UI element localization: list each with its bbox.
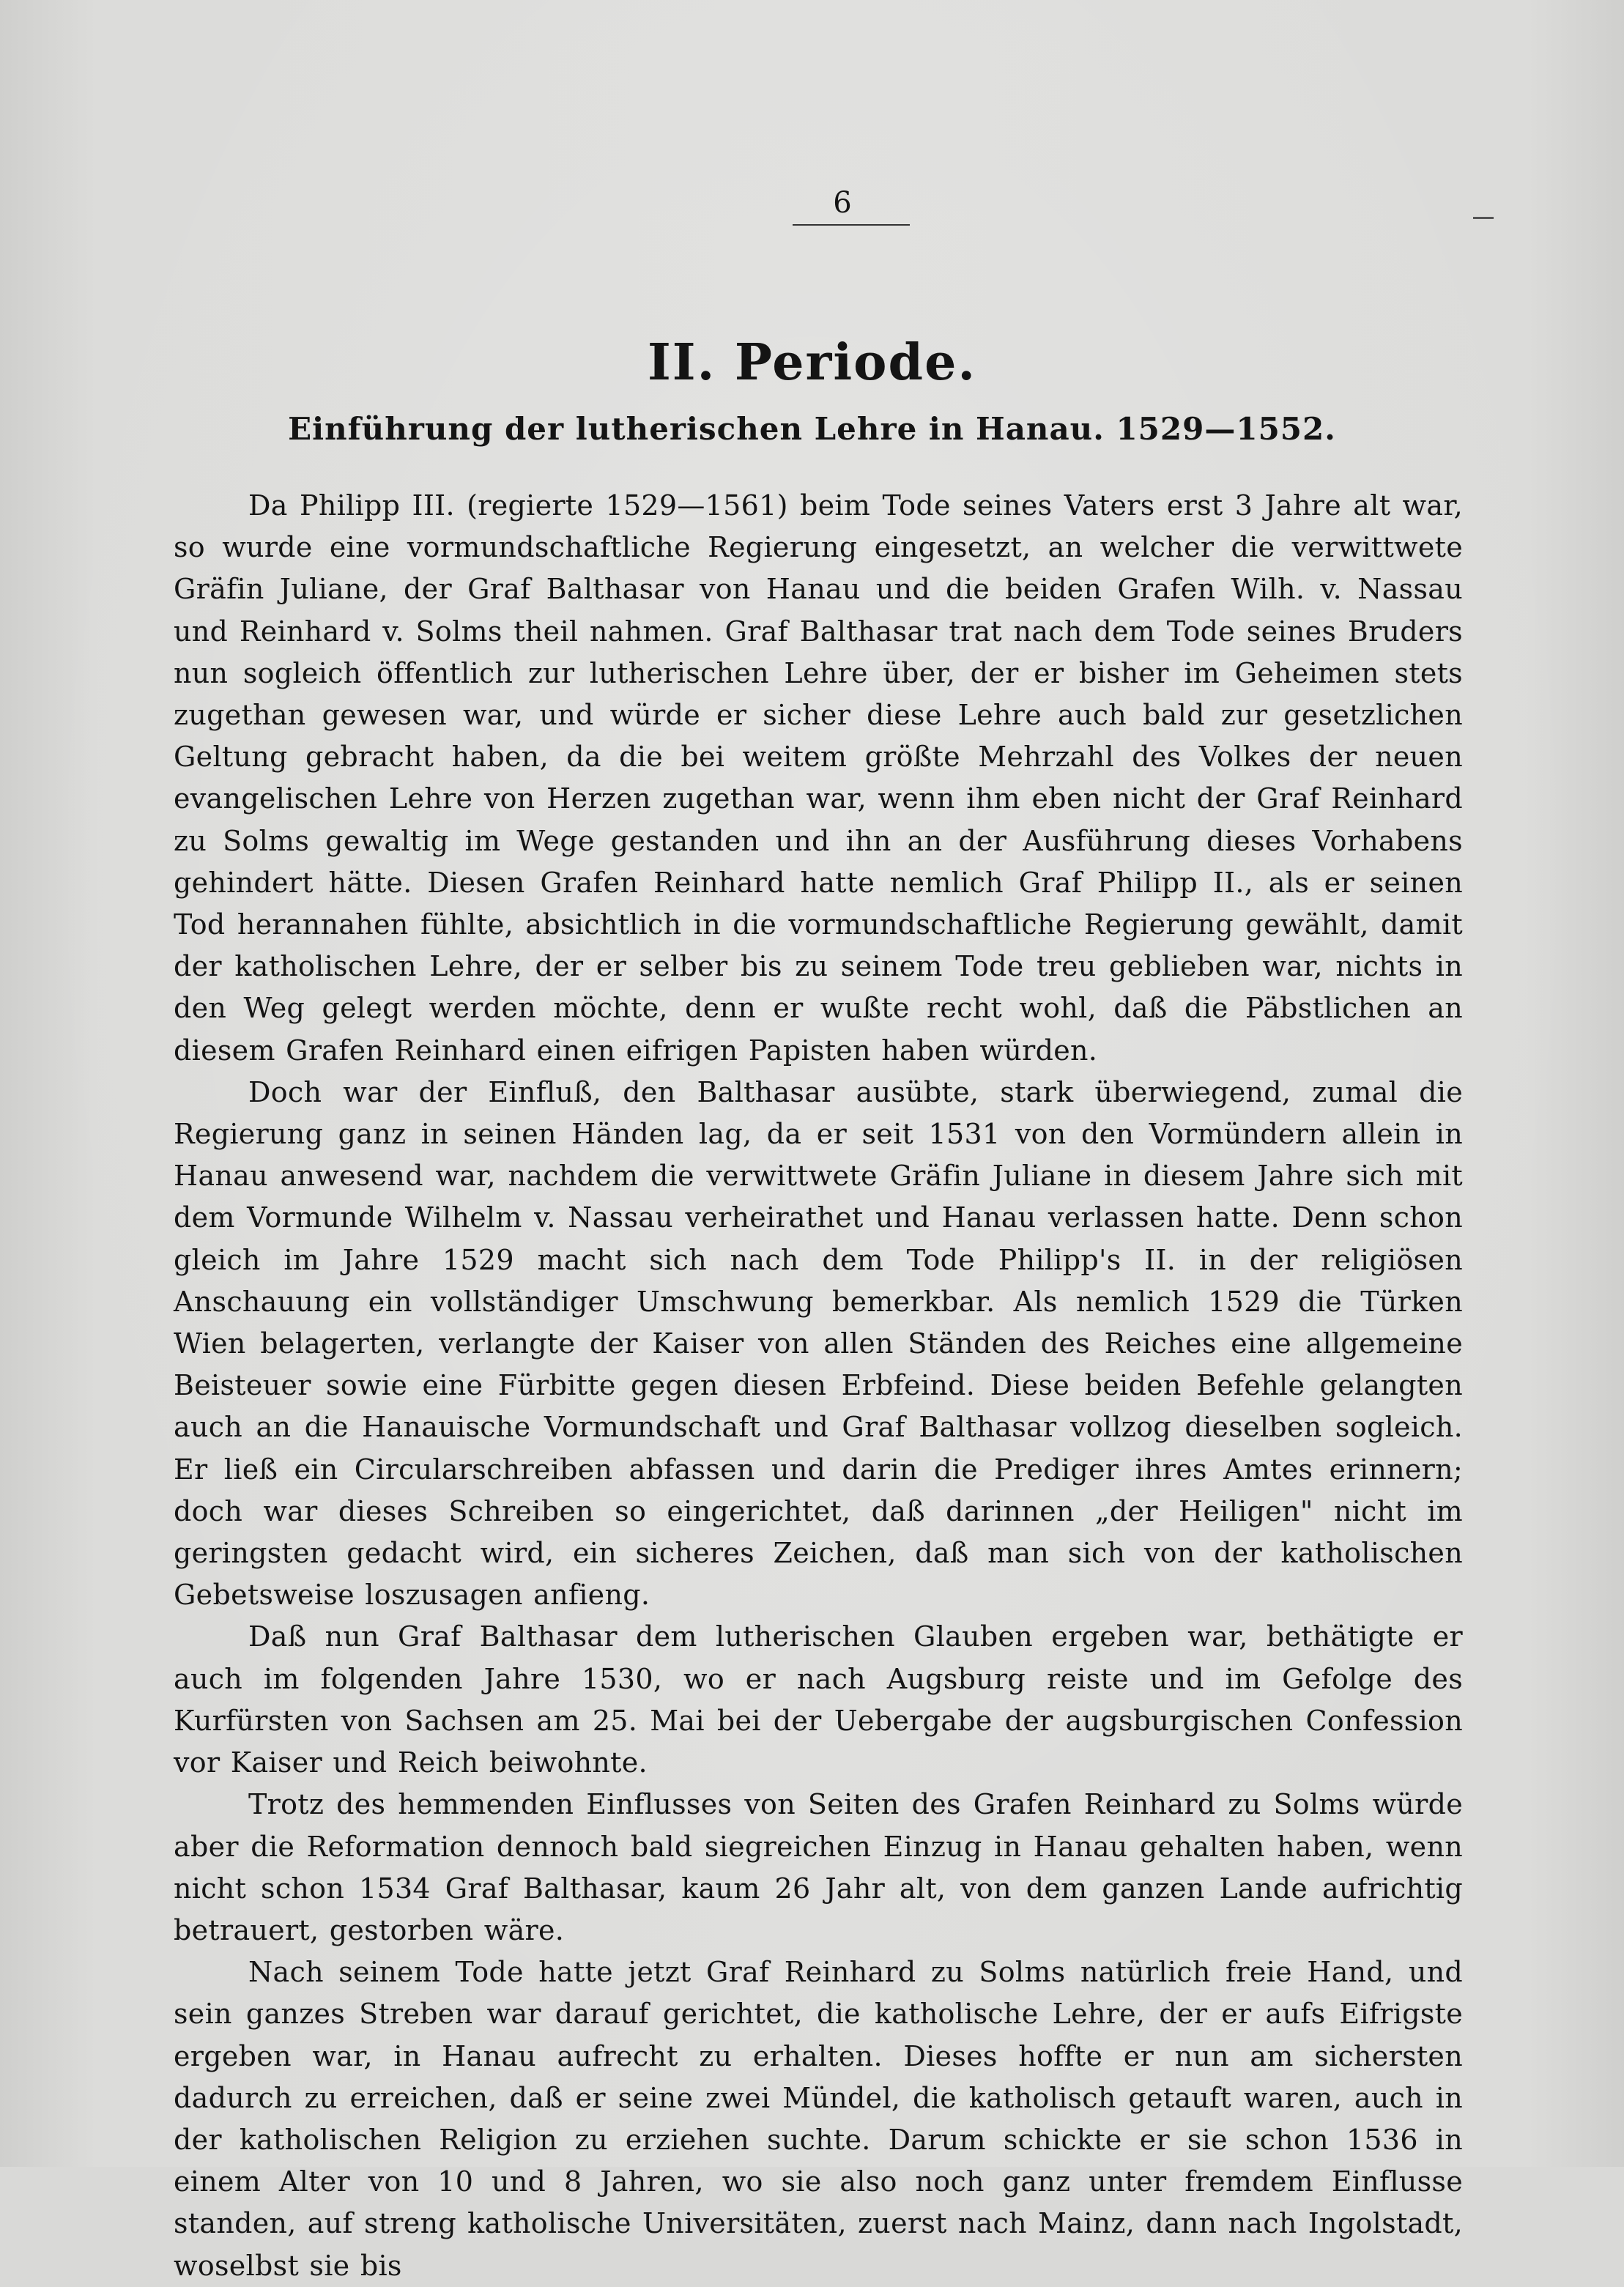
- paragraph: Daß nun Graf Balthasar dem lutherischen Glauben ergeben war, bethätigte er auch im folgenden Jahre 1530, wo er nach Augsburg reiste und im Gefolge des Kurfürsten von Sachsen am 25. Mai bei der Uebergabe der augsburgischen Confession vor Kaiser und Reich beiwohnte.: [174, 1620, 1463, 1779]
- page-number-rule: [793, 224, 910, 226]
- body-text: [174, 485, 1463, 2287]
- margin-dash: [1473, 217, 1494, 219]
- paragraph: Doch war der Einfluß, den Balthasar ausübte, stark überwiegend, zumal die Regierung ganz in seinen Händen lag, da er seit 1531 von den Vormündern allein in Hanau anwesend war, nachdem die verwittwete Gräfin Juliane in diesem Jahre sich mit dem Vormunde Wilhelm v. Nassau verheirathet und Hanau verlassen hatte. Denn schon gleich im Jahre 1529 macht sich nach dem Tode Philipp's II. in der religiösen Anschauung ein vollständiger Umschwung bemerkbar. Als nemlich 1529 die Türken Wien belagerten, verlangte der Kaiser von allen Ständen des Reiches eine allgemeine Beisteuer sowie eine Fürbitte gegen diesen Erbfeind. Diese beiden Befehle gelangten auch an die Hanauische Vormundschaft und Graf Balthasar vollzog dieselben sogleich. Er ließ ein Circularschreiben abfassen und darin die Prediger ihres Amtes erinnern; doch war dieses Schreiben so eingerichtet, daß darinnen „der Heiligen" nicht im geringsten gedacht wird, ein sicheres Zeichen, daß man sich von der katholischen Gebetsweise loszusagen anfieng.: [174, 1075, 1463, 1612]
- section-subheading: Einführung der lutherischen Lehre in Hanau. 1529—1552.: [288, 411, 1336, 447]
- section-heading: II. Periode.: [647, 333, 977, 392]
- paragraph: Da Philipp III. (regierte 1529—1561) beim Tode seines Vaters erst 3 Jahre alt war, so wurde eine vormundschaftliche Regierung eingesetzt, an welcher die verwittwete Gräfin Juliane, der Graf Balthasar von Hanau und die beiden Grafen Wilh. v. Nassau und Reinhard v. Solms theil nahmen. Graf Balthasar trat nach dem Tode seines Bruders nun sogleich öffentlich zur lutherischen Lehre über, der er bisher im Geheimen stets zugethan gewesen war, und würde er sicher diese Lehre auch bald zur gesetzlichen Geltung gebracht haben, da die bei weitem größte Mehrzahl des Volkes der neuen evangelischen Lehre von Herzen zugethan war, wenn ihm eben nicht der Graf Reinhard zu Solms gewaltig im Wege gestanden und ihn an der Ausführung dieses Vorhabens gehindert hätte. Diesen Grafen Reinhard hatte nemlich Graf Philipp II., als er seinen Tod herannahen fühlte, absichtlich in die vormundschaftliche Regierung gewählt, damit der katholischen Lehre, der er selber bis zu seinem Tode treu geblieben war, nichts in den Weg gelegt werden möchte, denn er wußte recht wohl, daß die Päbstlichen an diesem Grafen Reinhard einen eifrigen Papisten haben würden.: [174, 489, 1463, 1067]
- paragraph: Nach seinem Tode hatte jetzt Graf Reinhard zu Solms natürlich freie Hand, und sein ganzes Streben war darauf gerichtet, die katholische Lehre, der er aufs Eifrigste ergeben war, in Hanau aufrecht zu erhalten. Dieses hoffte er nun am sichersten dadurch zu erreichen, daß er seine zwei Mündel, die katholisch getauft waren, auch in der katholischen Religion zu erziehen suchte. Darum schickte er sie schon 1536 in einem Alter von 10 und 8 Jahren, wo sie also noch ganz unter fremdem Einflusse standen, auf streng katholische Universitäten, zuerst nach Mainz, dann nach Ingolstadt, woselbst sie bis: [174, 1956, 1463, 2282]
- page-number: 6: [833, 186, 852, 220]
- paragraph: Trotz des hemmenden Einflusses von Seiten des Grafen Reinhard zu Solms würde aber die Reformation dennoch bald siegreichen Einzug in Hanau gehalten haben, wenn nicht schon 1534 Graf Balthasar, kaum 26 Jahr alt, von dem ganzen Lande aufrichtig betrauert, gestorben wäre.: [174, 1788, 1463, 1946]
